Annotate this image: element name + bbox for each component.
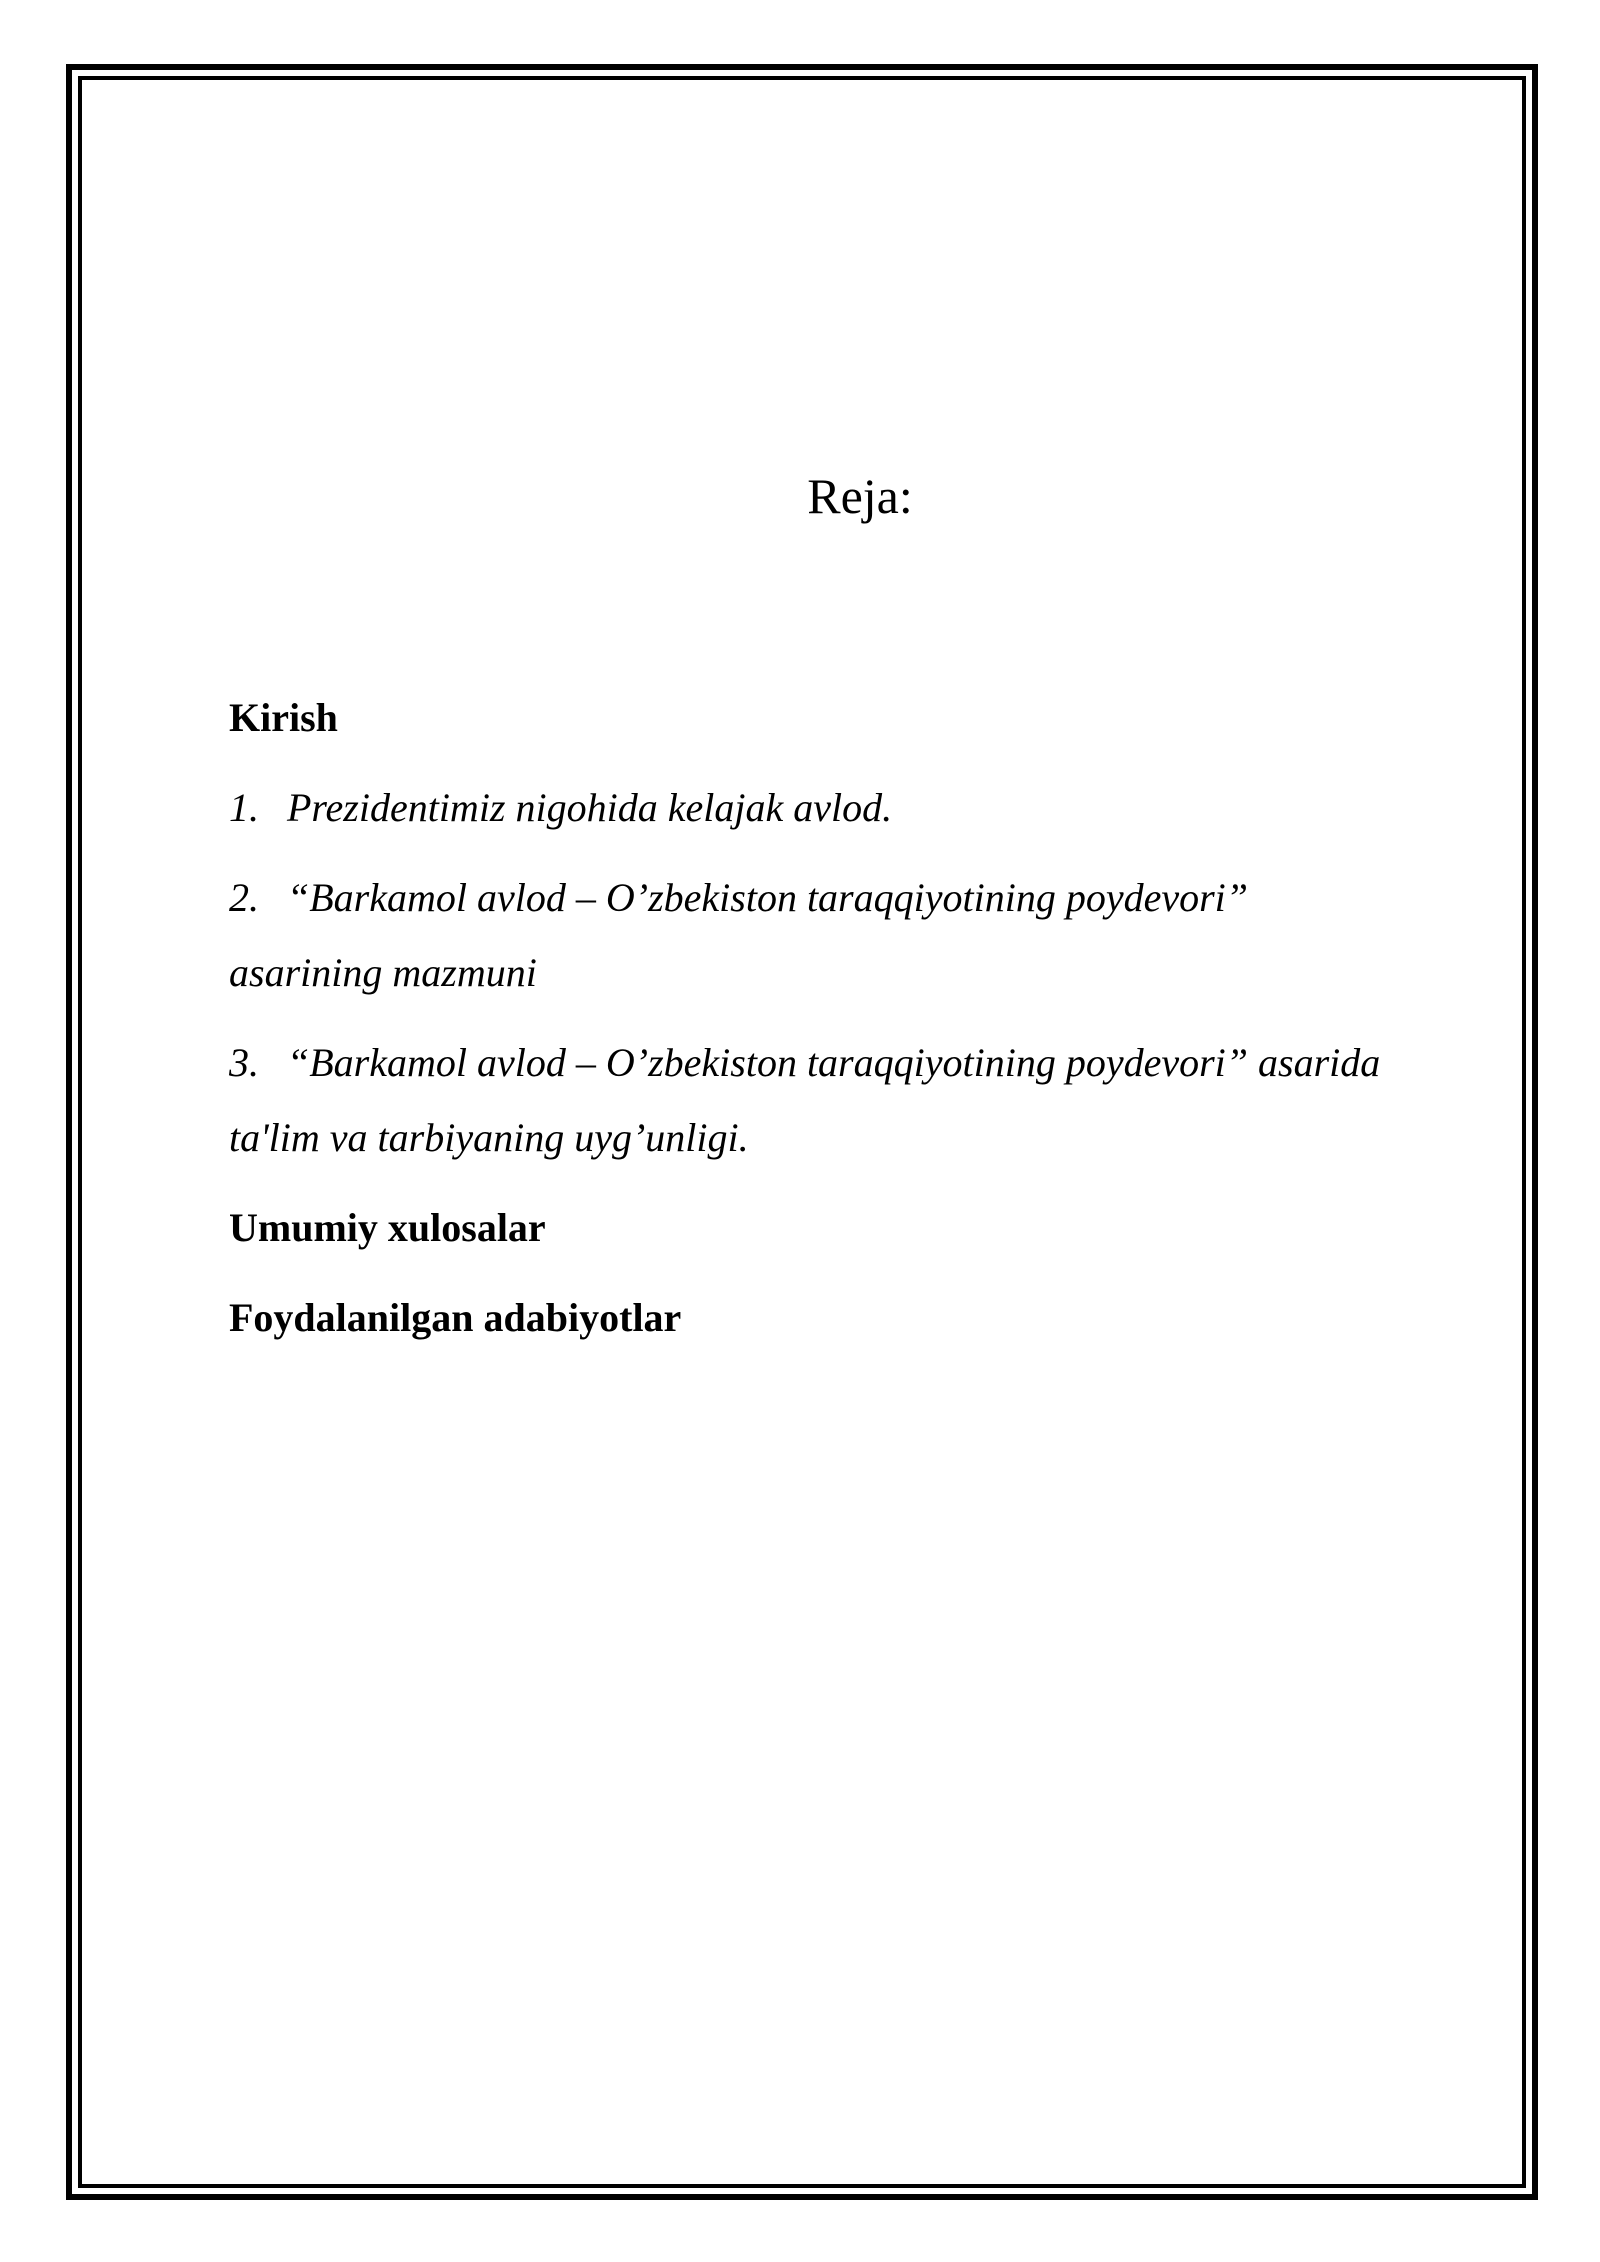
- plan-item-number: 3.: [229, 1040, 259, 1085]
- intro-heading: Kirish: [229, 695, 338, 740]
- plan-item-text: “Barkamol avlod – O’zbekiston taraqqiyotining poydevori” asarida: [287, 1040, 1381, 1085]
- plan-item-1: [229, 770, 1479, 845]
- plan-item-3: [229, 1025, 1479, 1175]
- plan-item-continuation: asarining mazmuni: [229, 950, 537, 995]
- plan-item-number: 1.: [229, 785, 259, 830]
- plan-content: [229, 680, 1479, 1355]
- plan-item-number: 2.: [229, 875, 259, 920]
- plan-item-2: [229, 860, 1479, 1010]
- conclusion-heading: Umumiy xulosalar: [229, 1205, 546, 1250]
- references-heading: Foydalanilgan adabiyotlar: [229, 1295, 682, 1340]
- page-title: Reja:: [807, 468, 913, 524]
- plan-item-text: Prezidentimiz nigohida kelajak avlod.: [287, 785, 893, 830]
- plan-item-text: “Barkamol avlod – O’zbekiston taraqqiyotining poydevori”: [287, 875, 1249, 920]
- plan-item-continuation: ta'lim va tarbiyaning uyg’unligi.: [229, 1115, 749, 1160]
